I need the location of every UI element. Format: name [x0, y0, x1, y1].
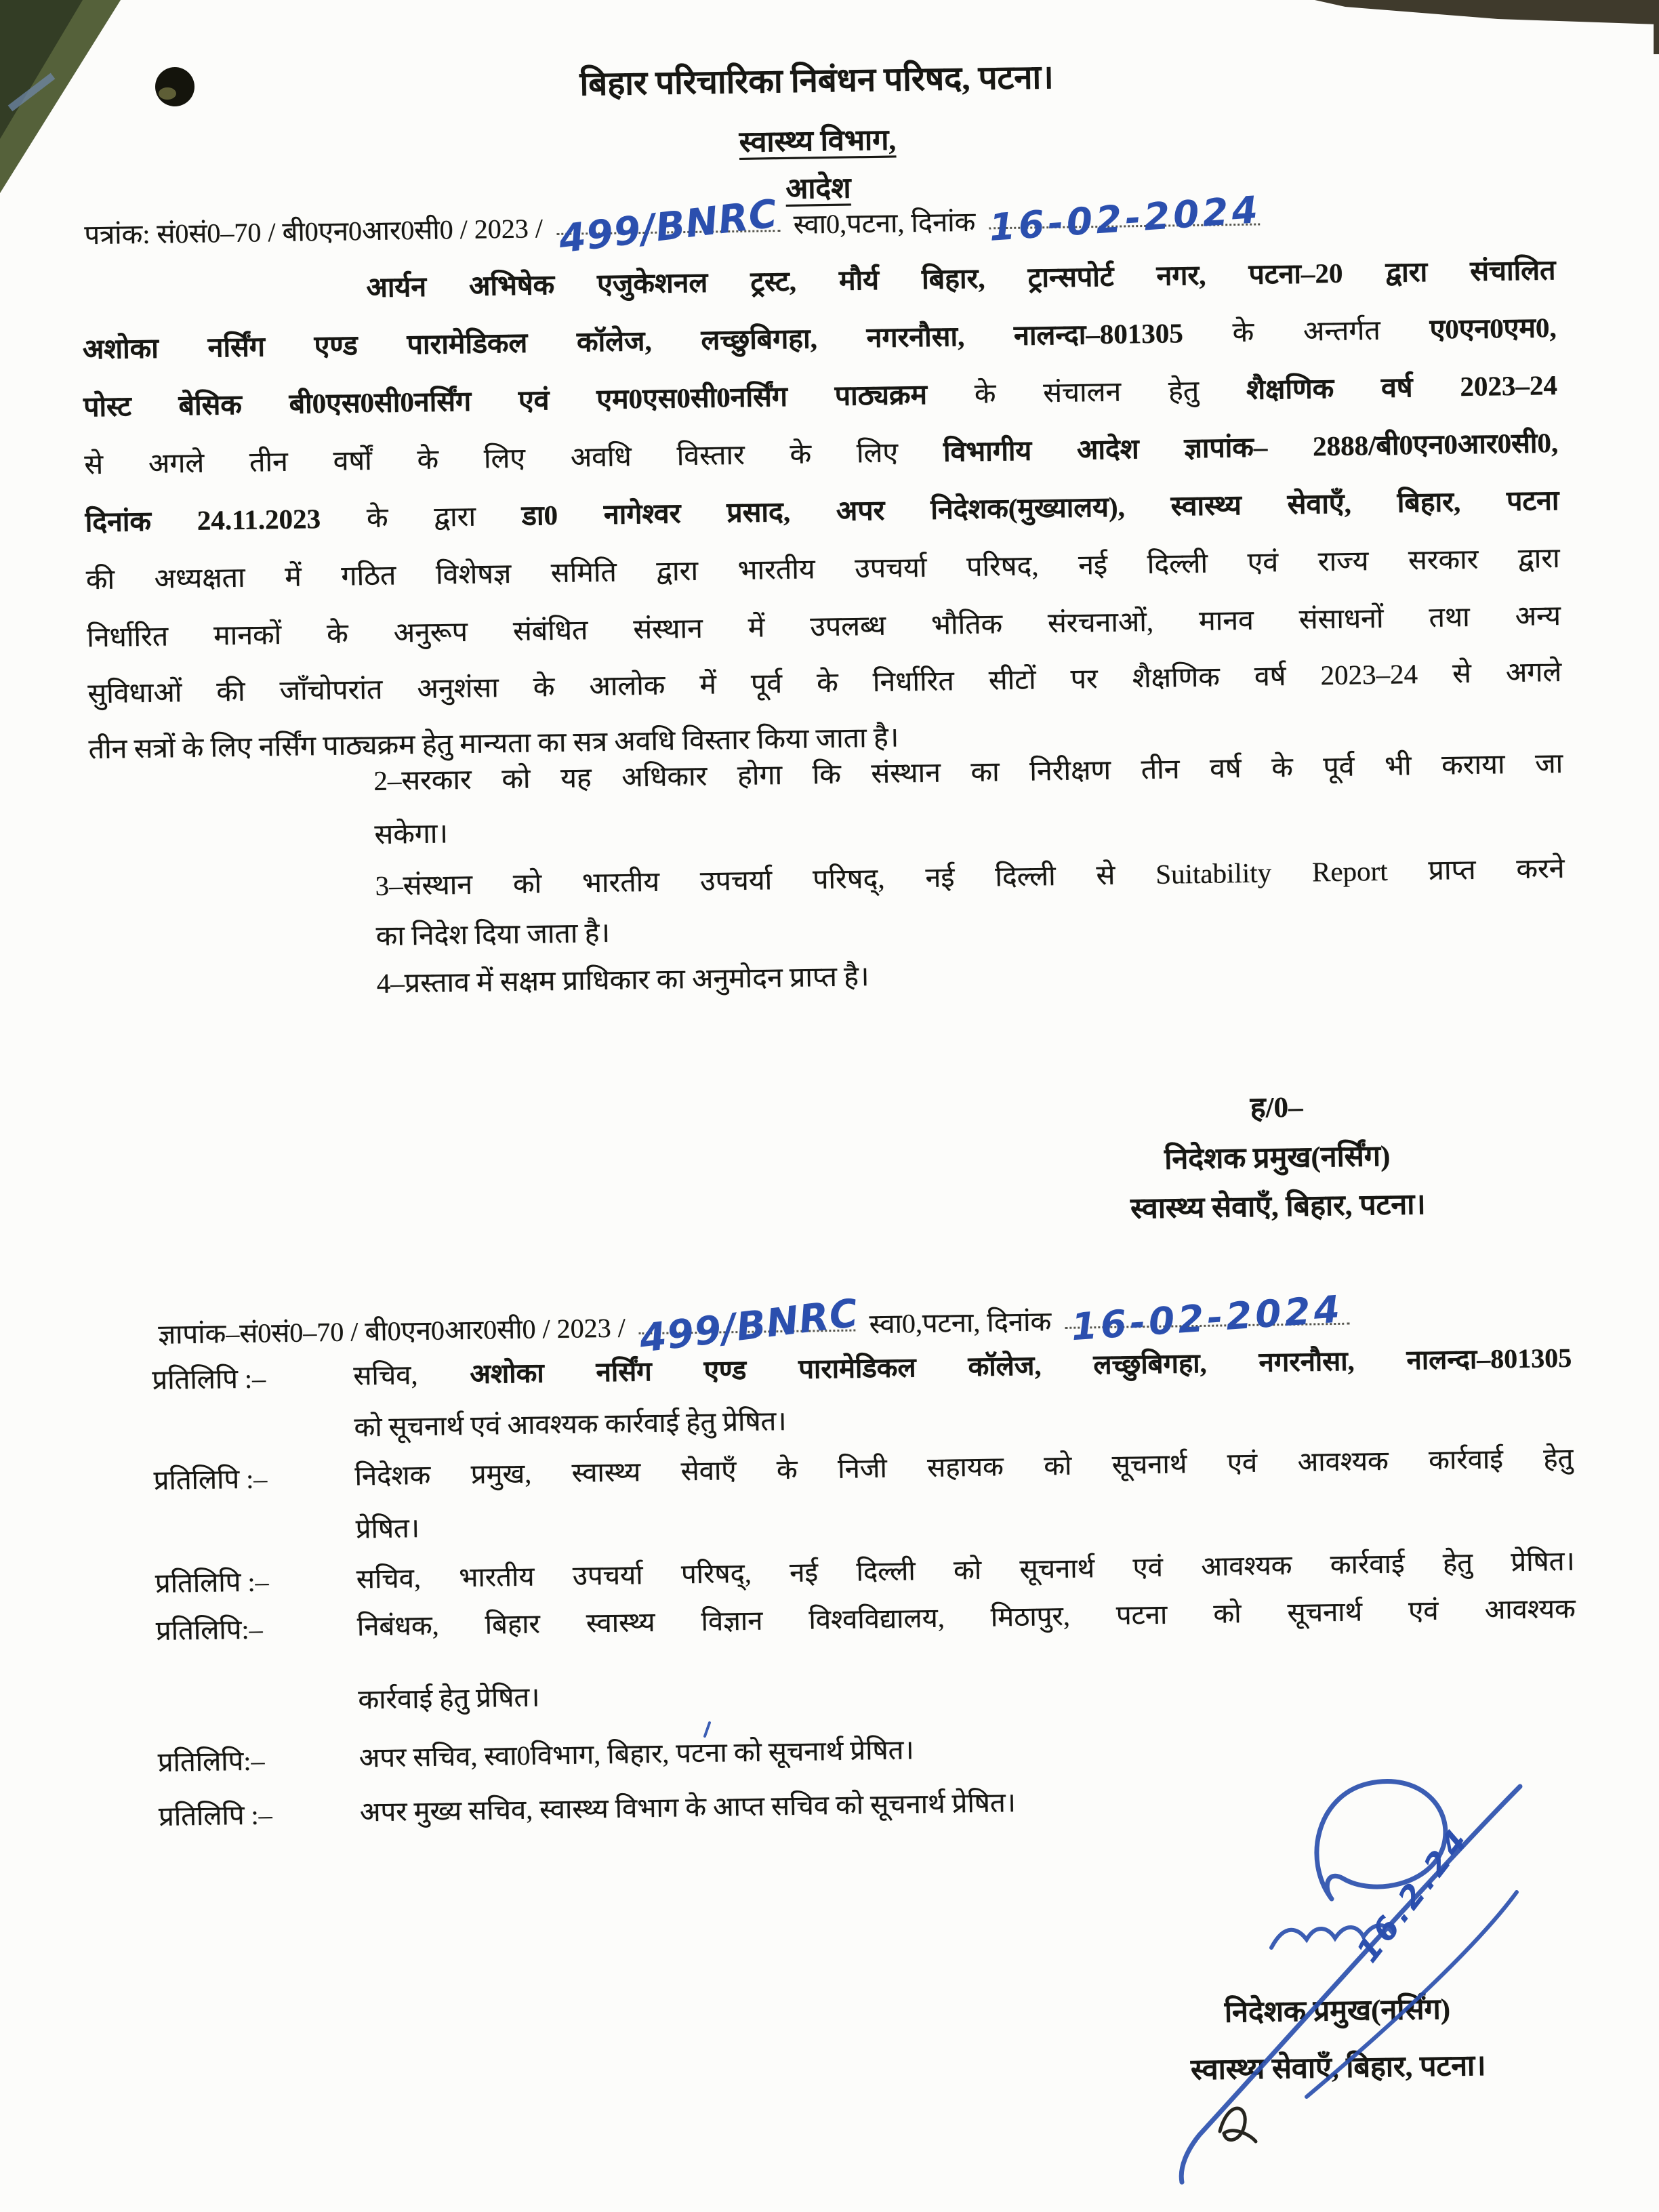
body-line: आर्यन अभिषेक एजुकेशनल ट्रस्ट, मौर्य बिहार, ट्रान्सपोर्ट नगर, पटना–20 द्वारा संचालित	[366, 254, 1556, 304]
copy-6-line-1: अपर मुख्य सचिव, स्वास्थ्य विभाग के आप्त सचिव को सूचनार्थ प्रेषित।	[359, 1787, 1017, 1828]
copy-label: प्रतिलिपि:–	[157, 1745, 265, 1778]
copy-label: प्रतिलिपि :–	[155, 1566, 269, 1599]
body-line: निर्धारित मानकों के अनुरूप संबंधित संस्थान में उपलब्ध भौतिक संरचनाओं, मानव संसाधनों तथा अन्य	[86, 599, 1561, 653]
memo-number-prefix: ज्ञापांक–सं0सं0–70 / बी0एन0आर0सी0 / 2023 /	[158, 1312, 626, 1350]
point-2-line-1: 2–सरकार को यह अधिकार होगा कि संस्थान का निरीक्षण तीन वर्ष के पूर्व भी कराया जा	[373, 747, 1563, 796]
point-2-line-2: सकेगा।	[374, 817, 449, 850]
copy-label: प्रतिलिपि :–	[153, 1463, 268, 1496]
copy-3-line-1: सचिव, भारतीय उपचर्या परिषद्, नई दिल्ली को सूचनार्थ एवं आवश्यक कार्रवाई हेतु प्रेषित।	[356, 1545, 1575, 1595]
handwritten-letter-date: 16-02-2024	[987, 187, 1263, 249]
copy-4-line-2: कार्रवाई हेतु प्रेषित।	[358, 1681, 540, 1715]
copy-1-line-1: सचिव, अशोका नर्सिंग एण्ड पारामेडिकल कॉलेज, लच्छुबिगहा, नगरनौसा, नालन्दा–801305	[352, 1342, 1572, 1391]
handwritten-signature-date: 16.2.24	[1349, 1820, 1477, 1969]
copy-label: प्रतिलिपि :–	[158, 1799, 272, 1832]
body-line: तीन सत्रों के लिए नर्सिंग पाठ्यक्रम हेतु मान्यता का सत्र अवधि विस्तार किया जाता है।	[88, 721, 899, 765]
body-line: सुविधाओं की जाँचोपरांत अनुशंसा के आलोक में पूर्व के निर्धारित सीटों पर शैक्षणिक वर्ष 2023–24 से अगले	[87, 655, 1562, 710]
copy-label: प्रतिलिपि :–	[151, 1363, 266, 1395]
memo-station-label: स्वा0,पटना, दिनांक	[869, 1306, 1052, 1340]
body-line: की अध्यक्षता में गठित विशेषज्ञ समिति द्वारा भारतीय उपचर्या परिषद, नई दिल्ली एवं राज्य सरकार द्वारा	[85, 541, 1560, 596]
bottom-signatory-designation: निदेशक प्रमुख(नर्सिंग)	[1224, 1993, 1451, 2029]
handwritten-letter-number: 499/BNRC	[556, 191, 781, 262]
body-line: से अगले तीन वर्षों के लिए अवधि विस्तार के लिए विभागीय आदेश ज्ञापांक– 2888/बी0एन0आर0सी0,	[83, 426, 1559, 480]
bottom-signatory-office: स्वास्थ्य सेवाएँ, बिहार, पटना।	[1190, 2049, 1486, 2087]
point-3-line-2: का निदेश दिया जाता है।	[375, 916, 611, 951]
memo-number-field	[637, 1290, 861, 1361]
body-line: पोस्ट बेसिक बी0एस0सी0नर्सिंग एवं एम0एस0सी0नर्सिंग पाठ्यक्रम के संचालन हेतु शैक्षणिक वर्ष 2023–24	[83, 369, 1558, 423]
copy-2-line-2: प्रेषित।	[355, 1513, 420, 1544]
letter-station-label: स्वा0,पटना, दिनांक	[793, 206, 976, 240]
copy-1-line-2: को सूचनार्थ एवं आवश्यक कार्रवाई हेतु प्रेषित।	[354, 1406, 787, 1443]
point-4: 4–प्रस्ताव में सक्षम प्राधिकार का अनुमोदन प्राप्त है।	[376, 960, 869, 999]
page-title	[0, 45, 1646, 114]
memo-date-field	[1065, 1287, 1350, 1349]
signatory-office: स्वास्थ्य सेवाएँ, बिहार, पटना।	[1130, 1188, 1426, 1225]
copy-label: प्रतिलिपि:–	[155, 1614, 263, 1646]
letter-number-field	[556, 191, 781, 262]
point-3-line-1: 3–संस्थान को भारतीय उपचर्या परिषद्, नई दिल्ली से Suitability Report प्राप्त करने	[375, 852, 1565, 901]
body-line: दिनांक 24.11.2023 के द्वारा डा0 नागेश्वर प्रसाद, अपर निदेशक(मुख्यालय), स्वास्थ्य सेवाएँ, बिहार, पटना	[85, 484, 1559, 538]
body-line: अशोका नर्सिंग एण्ड पारामेडिकल कॉलेज, लच्छुबिगहा, नगरनौसा, नालन्दा–801305 के अन्तर्गत ए0एन0एम0,	[82, 311, 1557, 365]
handwritten-memo-date: 16-02-2024	[1069, 1287, 1345, 1349]
letter-number-prefix: पत्रांक: सं0सं0–70 / बी0एन0आर0सी0 / 2023 /	[83, 213, 544, 251]
signed-abbreviation: ह/0–	[1250, 1091, 1303, 1124]
signatory-designation: निदेशक प्रमुख(नर्सिंग)	[1164, 1140, 1391, 1176]
copy-2-line-1: निदेशक प्रमुख, स्वास्थ्य सेवाएँ के निजी सहायक को सूचनार्थ एवं आवश्यक कार्रवाई हेतु	[354, 1442, 1574, 1492]
copy-5-line-1: अपर सचिव, स्वा0विभाग, बिहार, पटना को सूचनार्थ प्रेषित।	[359, 1734, 914, 1774]
order-heading: आदेश	[785, 172, 851, 205]
handwritten-memo-number: 499/BNRC	[637, 1290, 861, 1361]
council-name: बिहार परिचारिका निबंधन परिषद, पटना।	[579, 58, 1054, 103]
letter-date-field	[987, 187, 1263, 249]
copy-4-line-1: निबंधक, बिहार स्वास्थ्य विज्ञान विश्वविद्यालय, मिठापुर, पटना को सूचनार्थ एवं आवश्यक	[356, 1593, 1576, 1642]
department-name: स्वास्थ्य विभाग,	[739, 124, 897, 159]
